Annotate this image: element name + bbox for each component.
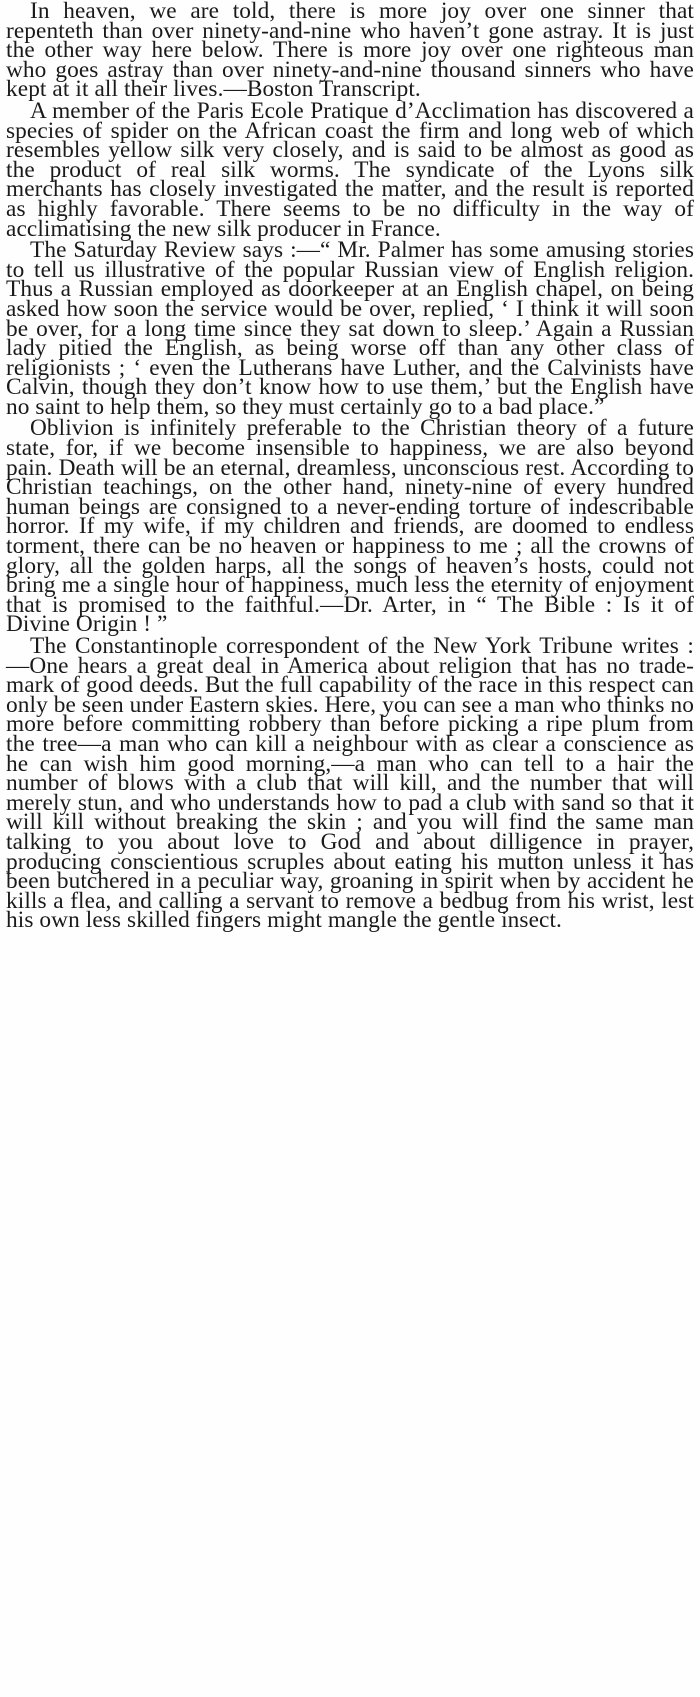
paragraph-paris-spider-silk: A member of the Paris Ecole Pratique d’Acclimation has discovered a species of spider on the African coast the firm and long web of which resembles yellow silk very closely, and is said to be almost as good as the product of real silk worms. The syndicate of the Lyons silk merchants has closely investigated the matter, and the result is reported as highly favorable. There seems to be no difficulty in the way of acclimatising the new silk producer in France.	[6, 97, 694, 242]
paragraph-heaven-joy: In heaven, we are told, there is more joy over one sinner that repenteth than over ninety-and-nine who haven’t gone astray. It is just the other way here below. There is more joy over one righteous man who goes astray than over ninety-and-nine thousand sinners who have kept at it all their lives.—Boston Transcript.	[6, 0, 694, 103]
paragraph-oblivion: Oblivion is infinitely preferable to the Christian theory of a future state, for, if we become insensible to happiness, we are also beyond pain. Death will be an eternal, dreamless, unconscious rest. According to Christian teachings, on the other hand, ninety-nine of every hundred human beings are consigned to a never-ending torture of indescribable horror. If my wife, if my children and friends, are doomed to endless torment, there can be no heaven or happiness to me ; all the crowns of glory, all the golden harps, all the songs of heaven’s hosts, could not bring me a single hour of happiness, much less the eternity of enjoyment that is promised to the faithful.—Dr. Arter, in “ The Bible : Is it of Divine Origin ! ”	[6, 415, 694, 638]
paragraph-constantinople: The Constantinople correspondent of the New York Tribune writes :—One hears a great deal in America about religion that has no trade-mark of good deeds. But the full capability of the race in this respect can only be seen under Eastern skies. Here, you can see a man who thinks no more before committing robbery than before picking a ripe plum from the tree—a man who can kill a neighbour with as clear a conscience as he can wish him good morning,—a man who can tell to a hair the number of blows with a club that will kill, and the number that will merely stun, and who understands how to pad a club with sand so that it will kill without breaking the skin ; and you will find the same man talking to you about love to God and about dilligence in prayer, producing conscientious scruples about eating his mutton unless it has been butchered in a peculiar way, groaning in spirit when by accident he kills a flea, and calling a servant to remove a bedbug from his wrist, lest his own less skilled fingers might mangle the gentle insect.	[6, 633, 694, 934]
paragraph-saturday-review: The Saturday Review says :—“ Mr. Palmer has some amusing stories to tell us illustrative of the popular Russian view of English religion. Thus a Russian employed as doorkeeper at an English chapel, on being asked how soon the service would be over, replied, ‘ I think it will soon be over, for a long time since they sat down to sleep.’ Again a Russian lady pitied the English, as being worse off than any other class of religionists ; ‘ even the Lutherans have Luther, and the Calvinists have Calvin, though they don’t know how to use them,’ but the English have no saint to help them, so they must certainly go to a bad place.”	[6, 237, 694, 420]
